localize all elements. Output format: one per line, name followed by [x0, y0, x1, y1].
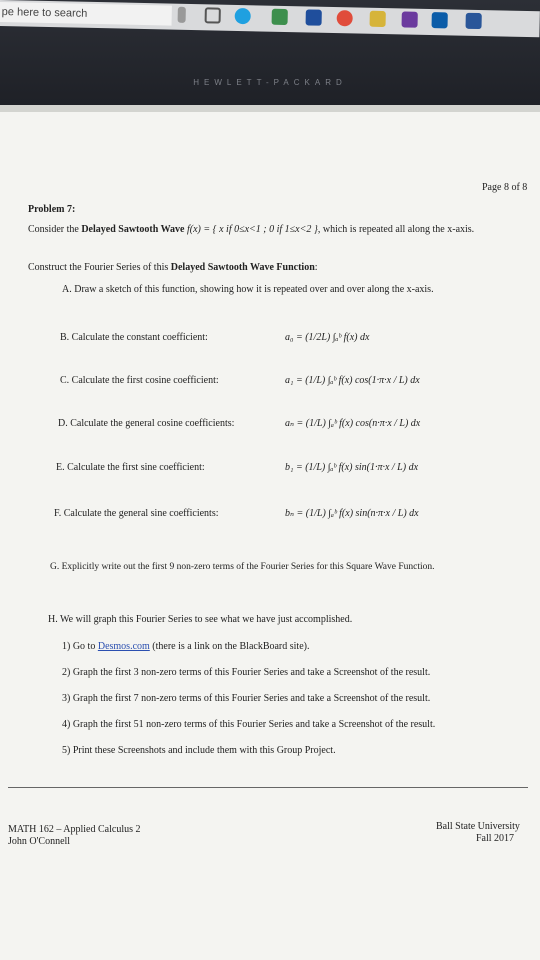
step-4: 4) Graph the first 51 non-zero terms of this Fourier Series and take a Screenshot of the result. [62, 719, 436, 730]
mail-icon[interactable] [432, 12, 448, 28]
step-1 [62, 641, 309, 652]
construct-line: Construct the Fourier Series of this Delayed Sawtooth Wave Function: [28, 262, 318, 273]
app-icon-blue[interactable] [306, 9, 322, 25]
construct-bold: Delayed Sawtooth Wave Function [170, 262, 315, 273]
page-indicator: Page 8 of 8 [482, 182, 528, 193]
word-icon[interactable] [465, 13, 481, 29]
step-3: 3) Graph the first 7 non-zero terms of this Fourier Series and take a Screenshot of the result. [62, 693, 431, 704]
app-icon-yellow[interactable] [370, 11, 386, 27]
footer-term: Fall 2017 [476, 833, 515, 844]
onenote-icon[interactable] [402, 11, 418, 27]
taskbar-search-input[interactable]: pe here to search [0, 2, 172, 26]
item-h: H. We will graph this Fourier Series to see what we have just accomplished. [48, 614, 353, 625]
function-name: Delayed Sawtooth Wave [81, 224, 185, 235]
desmos-link[interactable]: Desmos.com [97, 641, 150, 652]
problem-title: Problem 7: [28, 204, 76, 215]
footer-instructor: John O'Connell [8, 836, 71, 847]
formula-d: aₙ = (1/L) ∫ₐᵇ f(x) cos(n·π·x / L) dx [285, 418, 421, 429]
step-5: 5) Print these Screenshots and include them with this Group Project. [62, 745, 336, 756]
file-explorer-icon[interactable] [272, 9, 288, 25]
formula-f: bₙ = (1/L) ∫ₐᵇ f(x) sin(n·π·x / L) dx [285, 508, 419, 519]
item-e: E. Calculate the first sine coefficient: [56, 462, 205, 473]
step-1-prefix: 1) Go to [62, 641, 96, 652]
problem-intro: Consider the [28, 224, 79, 235]
skype-icon[interactable] [235, 8, 251, 24]
formula-e: b₁ = (1/L) ∫ₐᵇ f(x) sin(1·π·x / L) dx [285, 462, 419, 473]
formula-b: a₀ = (1/2L) ∫ₐᵇ f(x) dx [285, 332, 370, 343]
item-g: G. Explicitly write out the first 9 non-zero terms of the Fourier Series for this Square Wave Function. [50, 562, 435, 572]
item-f: F. Calculate the general sine coefficients: [54, 508, 219, 519]
problem-tail: , which is repeated all along the x-axis. [317, 224, 475, 235]
document-page [0, 112, 540, 960]
problem-statement [28, 224, 474, 235]
step-2: 2) Graph the first 3 non-zero terms of this Fourier Series and take a Screenshot of the result. [62, 667, 431, 678]
item-d: D. Calculate the general cosine coefficients: [58, 418, 235, 429]
step-1-suffix: (there is a link on the BlackBoard site). [152, 641, 310, 652]
item-a: A. Draw a sketch of this function, showing how it is repeated over and over along the x-axis. [62, 284, 434, 295]
item-b: B. Calculate the constant coefficient: [60, 332, 208, 343]
construct-text: Construct the Fourier Series of this [28, 262, 169, 273]
monitor-brand-logo: HEWLETT-PACKARD [193, 78, 347, 87]
footer-divider [8, 787, 528, 788]
chrome-icon[interactable] [337, 10, 353, 26]
task-view-icon[interactable] [205, 7, 221, 23]
item-c: C. Calculate the first cosine coefficient: [60, 375, 219, 386]
microphone-icon[interactable] [178, 7, 186, 23]
footer-university: Ball State University [436, 821, 520, 832]
footer-course: MATH 162 – Applied Calculus 2 [8, 824, 141, 835]
formula-c: a₁ = (1/L) ∫ₐᵇ f(x) cos(1·π·x / L) dx [285, 375, 420, 386]
function-definition: f(x) = { x if 0≤x<1 ; 0 if 1≤x<2 } [186, 224, 318, 235]
